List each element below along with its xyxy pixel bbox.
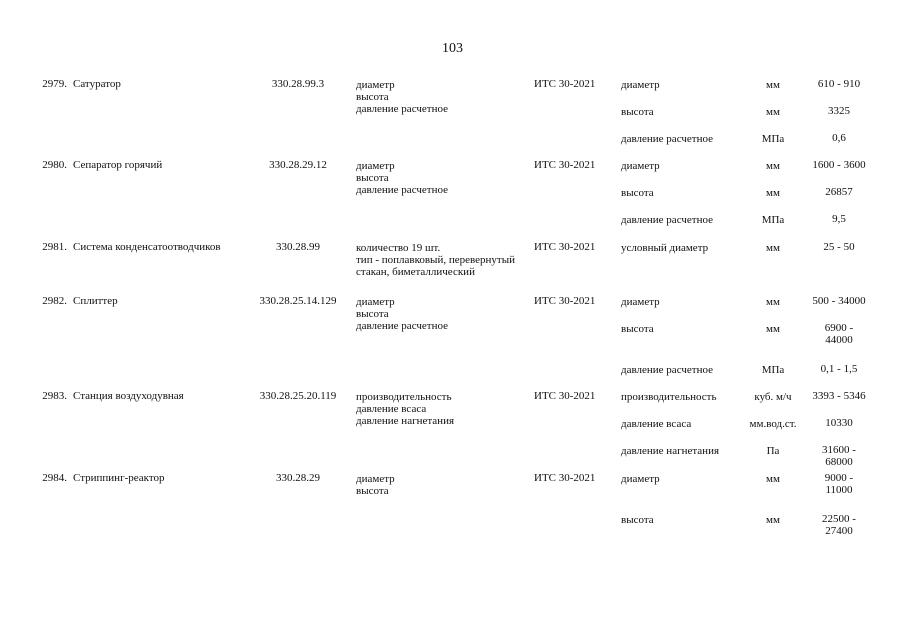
parameter-name: высота — [621, 106, 654, 118]
characteristics-list: диаметр высота давление расчетное — [356, 160, 448, 196]
row-number: 2979. — [42, 78, 67, 90]
equipment-name: Стриппинг-реактор — [73, 472, 165, 484]
parameter-value: 9000 - 11000 — [824, 472, 854, 496]
parameter-unit: МПа — [761, 214, 785, 226]
parameter-name: высота — [621, 514, 654, 526]
equipment-code: 330.28.99.3 — [271, 78, 325, 90]
parameter-value: 26857 — [825, 186, 853, 198]
standard-reference: ИТС 30-2021 — [534, 472, 596, 484]
page-number: 103 — [442, 41, 463, 56]
characteristics-list: количество 19 шт. тип - поплавковый, перевернутый стакан, биметаллический — [356, 242, 515, 278]
standard-reference: ИТС 30-2021 — [534, 241, 596, 253]
parameter-unit: мм — [766, 514, 780, 526]
parameter-name: диаметр — [621, 160, 660, 172]
parameter-name: диаметр — [621, 296, 660, 308]
parameter-unit: МПа — [761, 364, 785, 376]
equipment-code: 330.28.29 — [276, 472, 320, 484]
characteristics-list: диаметр высота давление расчетное — [356, 79, 448, 115]
parameter-name: диаметр — [621, 473, 660, 485]
row-number: 2983. — [42, 390, 67, 402]
standard-reference: ИТС 30-2021 — [534, 78, 596, 90]
standard-reference: ИТС 30-2021 — [534, 295, 596, 307]
parameter-value: 1600 - 3600 — [812, 159, 866, 171]
equipment-code: 330.28.25.20.119 — [259, 390, 337, 402]
parameter-name: высота — [621, 187, 654, 199]
parameter-unit: Па — [766, 445, 780, 457]
parameter-value: 610 - 910 — [817, 78, 861, 90]
parameter-unit: мм — [766, 242, 780, 254]
characteristics-list: диаметр высота — [356, 473, 395, 497]
parameter-unit: мм — [766, 160, 780, 172]
row-number: 2984. — [42, 472, 67, 484]
parameter-name: давление всаса — [621, 418, 692, 430]
parameter-unit: мм — [766, 187, 780, 199]
parameter-value: 3325 — [828, 105, 850, 117]
parameter-value: 25 - 50 — [823, 241, 855, 253]
parameter-value: 6900 - 44000 — [824, 322, 854, 346]
parameter-name: давление расчетное — [621, 364, 713, 376]
parameter-value: 10330 — [825, 417, 853, 429]
equipment-name: Сплиттер — [73, 295, 118, 307]
equipment-code: 330.28.99 — [276, 241, 320, 253]
characteristics-list: производительность давление всаса давление нагнетания — [356, 391, 455, 427]
parameter-name: высота — [621, 323, 654, 335]
equipment-code: 330.28.25.14.129 — [259, 295, 337, 307]
parameter-value: 22500 - 27400 — [822, 513, 856, 537]
standard-reference: ИТС 30-2021 — [534, 390, 596, 402]
parameter-name: давление расчетное — [621, 214, 713, 226]
parameter-value: 9,5 — [832, 213, 846, 225]
parameter-value: 0,6 — [832, 132, 846, 144]
parameter-value: 31600 - 68000 — [822, 444, 856, 468]
parameter-name: условный диаметр — [621, 242, 709, 254]
parameter-name: давление расчетное — [621, 133, 713, 145]
equipment-name: Станция воздуходувная — [73, 390, 184, 402]
parameter-unit: мм — [766, 79, 780, 91]
row-number: 2981. — [42, 241, 67, 253]
characteristics-list: диаметр высота давление расчетное — [356, 296, 448, 332]
parameter-unit: мм — [766, 296, 780, 308]
parameter-value: 500 - 34000 — [812, 295, 866, 307]
equipment-name: Сепаратор горячий — [73, 159, 163, 171]
parameter-unit: мм — [766, 473, 780, 485]
parameter-unit: куб. м/ч — [754, 391, 792, 403]
row-number: 2980. — [42, 159, 67, 171]
parameter-unit: мм — [766, 106, 780, 118]
parameter-name: давление нагнетания — [621, 445, 720, 457]
row-number: 2982. — [42, 295, 67, 307]
parameter-unit: МПа — [761, 133, 785, 145]
parameter-name: производительность — [621, 391, 717, 403]
equipment-name: Сатуратор — [73, 78, 121, 90]
standard-reference: ИТС 30-2021 — [534, 159, 596, 171]
equipment-code: 330.28.29.12 — [269, 159, 327, 171]
parameter-value: 0,1 - 1,5 — [820, 363, 858, 375]
parameter-unit: мм — [766, 323, 780, 335]
parameter-unit: мм.вод.ст. — [749, 418, 797, 430]
parameter-name: диаметр — [621, 79, 660, 91]
equipment-name: Система конденсатоотводчиков — [73, 241, 221, 253]
parameter-value: 3393 - 5346 — [812, 390, 866, 402]
